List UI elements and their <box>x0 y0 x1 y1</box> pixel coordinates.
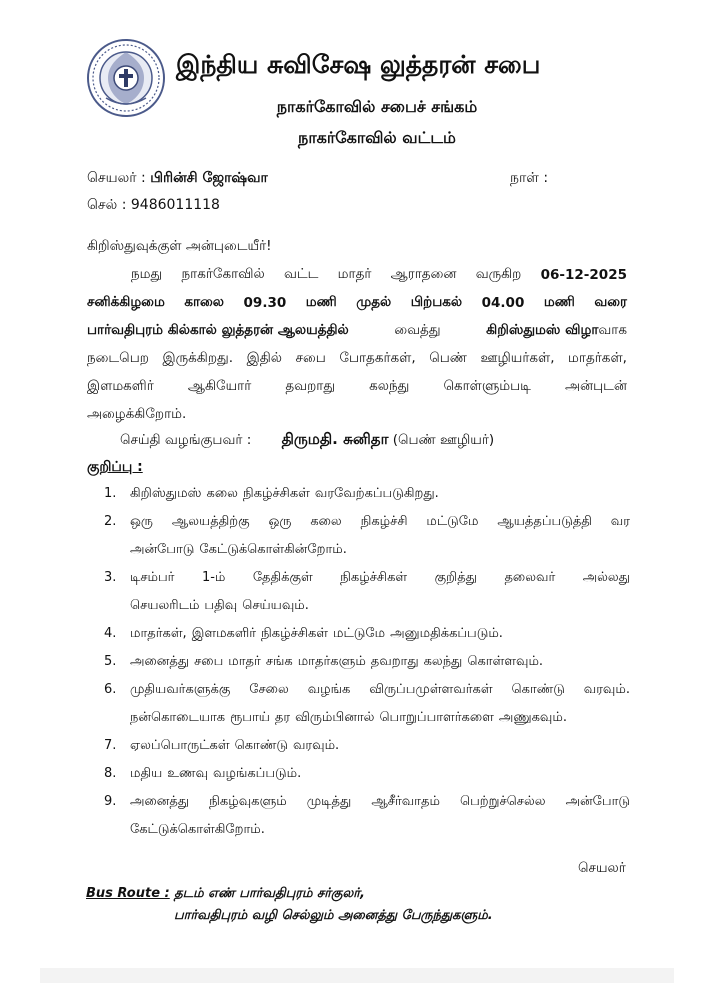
note-text: மாதர்கள், இளமகளிர் நிகழ்ச்சிகள் மட்டுமே அனுமதிக்கப்படும். <box>130 626 503 641</box>
note-text: நன்கொடையாக ரூபாய் தர விரும்பினால் பொறுப்பாளர்களை அணுகவும். <box>130 710 567 725</box>
greeting: கிறிஸ்துவுக்குள் அன்புடையீர்! <box>87 238 272 254</box>
note-item <box>104 480 630 508</box>
speaker-label: செய்தி வழங்குபவர் : <box>120 432 252 448</box>
para-line-2: சனிக்கிழமை காலை 09.30 மணி முதல் பிற்பகல் 04.00 மணி வரை <box>87 294 627 311</box>
note-item <box>104 648 630 676</box>
invitation-paragraph <box>87 261 627 429</box>
circle-heading: நாகர்கோவில் வட்டம் <box>298 128 456 147</box>
event-name: கிறிஸ்துமஸ் விழா <box>486 322 599 338</box>
note-text: ஏலப்பொருட்கள் கொண்டு வரவும். <box>130 738 340 753</box>
date-label: நாள் : <box>510 170 549 186</box>
signature: செயலர் <box>578 860 626 876</box>
note-text: டிசம்பர் 1-ம் தேதிக்குள் நிகழ்ச்சிகள் குறித்து தலைவர் அல்லது <box>130 570 630 585</box>
note-text: முதியவர்களுக்கு சேலை வழங்க விருப்பமுள்ளவர்கள் கொண்டு வரவும். <box>130 682 630 697</box>
note-text: அனைத்து நிகழ்வுகளும் முடித்து ஆசீர்வாதம் பெற்றுச்செல்ல அன்போடு <box>130 794 630 809</box>
note-text: மதிய உணவு வழங்கப்படும். <box>130 766 302 781</box>
union-heading: நாகர்கோவில் சபைச் சங்கம் <box>276 97 478 116</box>
note-item <box>104 508 630 564</box>
secretary-line <box>87 170 268 188</box>
note-number: 7. <box>104 738 117 753</box>
secretary-name: பிரின்சி ஜோஷ்வா <box>150 170 268 186</box>
event-date: 06-12-2025 <box>540 267 627 283</box>
notes-items <box>104 480 630 844</box>
notes-list <box>104 480 630 844</box>
note-text: அன்போடு கேட்டுக்கொள்கின்றோம். <box>130 542 347 557</box>
phone-number: 9486011118 <box>130 197 220 213</box>
bus-route-text-2: பார்வதிபுரம் வழி செல்லும் அனைத்து பேருந்துகளும். <box>174 908 493 923</box>
note-number: 9. <box>104 794 117 809</box>
note-item <box>104 676 630 732</box>
note-text: செயலரிடம் பதிவு செய்யவும். <box>130 598 309 613</box>
note-number: 2. <box>104 514 117 529</box>
speaker-name: திருமதி. சுனிதா <box>281 430 389 448</box>
note-text: கிறிஸ்துமஸ் கலை நிகழ்ச்சிகள் வரவேற்கப்படுகிறது. <box>130 486 439 501</box>
note-number: 1. <box>104 486 117 501</box>
note-number: 3. <box>104 570 117 585</box>
para-line-3: பார்வதிபுரம் கில்கால் லுத்தரன் ஆலயத்தில் வைத்து கிறிஸ்துமஸ் விழாவாக <box>87 322 627 338</box>
bus-route-label: Bus Route : <box>86 886 170 901</box>
note-item <box>104 760 630 788</box>
secretary-label: செயலர் : <box>87 170 146 186</box>
note-item <box>104 732 630 760</box>
note-number: 4. <box>104 626 117 641</box>
venue: பார்வதிபுரம் கில்கால் லுத்தரன் ஆலயத்தில் <box>87 322 349 338</box>
note-item <box>104 564 630 620</box>
note-number: 5. <box>104 654 117 669</box>
para-line-5: இளமகளிர் ஆகியோர் தவறாது கலந்து கொள்ளும்படி அன்புடன் <box>87 378 627 394</box>
para-line-6: அழைக்கிறோம். <box>87 406 187 422</box>
para-line-1: நமது நாகர்கோவில் வட்ட மாதர் ஆராதனை வருகிற 06-12-2025 <box>131 266 627 283</box>
notes-title: குறிப்பு : <box>87 459 143 475</box>
note-item <box>104 788 630 844</box>
note-text: ஒரு ஆலயத்திற்கு ஒரு கலை நிகழ்ச்சி மட்டுமே ஆயத்தப்படுத்தி வர <box>130 514 630 529</box>
note-item <box>104 620 630 648</box>
speaker-role: (பெண் ஊழியர்) <box>392 432 495 448</box>
note-text: கேட்டுக்கொள்கிறோம். <box>130 822 265 837</box>
phone-label: செல் : <box>87 197 127 213</box>
speaker-line <box>120 430 494 450</box>
phone-line <box>87 197 220 215</box>
bus-route-text-1: தடம் எண் பார்வதிபுரம் சர்குலர், <box>174 886 365 901</box>
note-text: அனைத்து சபை மாதர் சங்க மாதர்களும் தவறாது கலந்து கொள்ளவும். <box>130 654 544 669</box>
para-line-4: நடைபெற இருக்கிறது. இதில் சபை போதகர்கள், பெண் ஊழியர்கள், மாதர்கள், <box>87 350 627 366</box>
org-name-heading: இந்திய சுவிசேஷ லுத்தரன் சபை <box>176 50 541 79</box>
bus-route-line-1 <box>86 886 365 902</box>
note-number: 6. <box>104 682 117 697</box>
note-number: 8. <box>104 766 117 781</box>
bottom-strip <box>40 968 674 983</box>
